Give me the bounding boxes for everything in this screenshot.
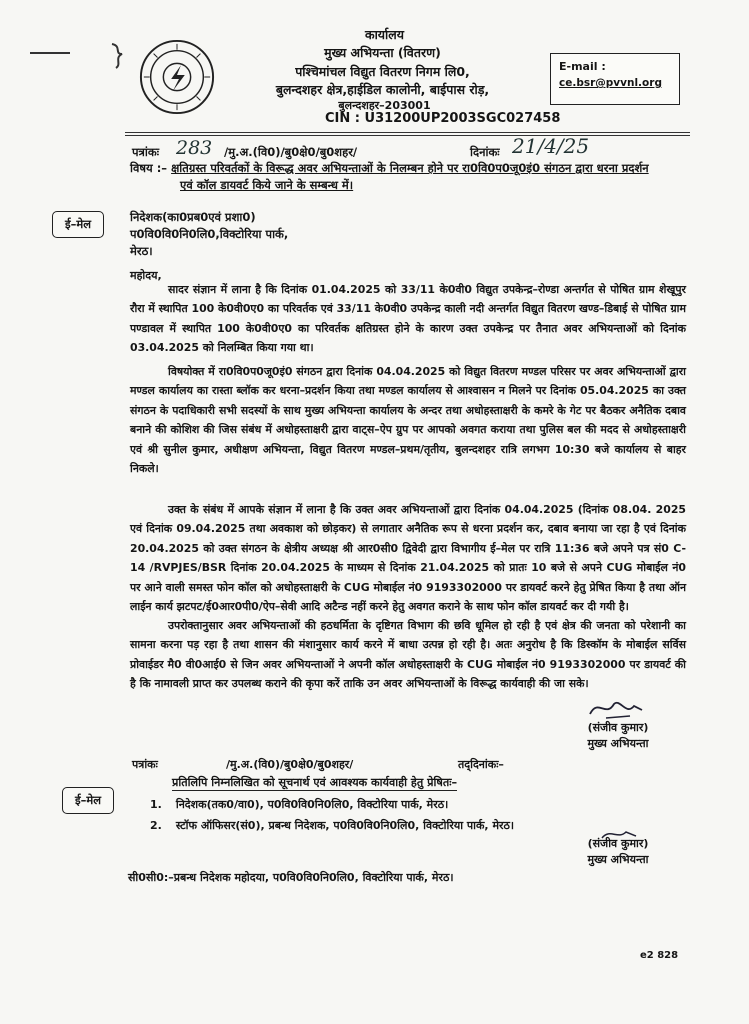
footer-code: e2 828 [640, 950, 679, 961]
header-rule-2 [125, 135, 690, 136]
ref-prefix: पत्रांकः [132, 145, 160, 159]
header-cin: CIN : U31200UP2003SGC027458 [325, 111, 561, 126]
ref-number-handwritten: 283 [176, 137, 213, 159]
paragraph-3: उक्त के संबंध में आपके संज्ञान में लाना है कि उक्त अवर अभियन्ताओं द्वारा दिनांक 04.04.2025 (दिनांक 08.04. 2025 एवं दिनांक 09.04.2025 तथा अवकाश को छोड़कर) से लगातार अनैतिक रूप से धरना प्रदर्शन कर, दबाव बनाया जा रहा है एवं दिनांक 20.04.2025 को उक्त संगठन के क्षेत्रीय अध्यक्ष श्री आर0सी0 द्विवेदी द्वारा विभागीय ई–मेल पर रात्रि 11:36 बजे अपने पत्र सं0 C-14 /RVPJES/BSR दिनांक 20.04.2025 के माध्यम से दिनांक 21.04.2025 को प्रातः 10 बजे से अपने CUG मोबाईल नं0 पर आने वाली समस्त फोन कॉल को अधोहस्ताक्षरी के CUG मोबाईल नं0 9193302000 पर डायवर्ट करने हेतु प्रेषित किया है तथा ऑन लाईन कार्य झटपट/ई0आर0पी0/ऐप–सेवी आदि अटैन्ड नहीं करने हेतु अवगत कराने के साथ फोन कॉल डायवर्ट कर दी गयी है। [130, 503, 686, 614]
paragraph-1: सादर संज्ञान में लाना है कि दिनांक 01.04.2025 को 33/11 के0वी0 विद्युत उपकेन्द्र–रोण्डा अन्तर्गत से पोषित ग्राम शेखूपुर रौरा में स्थापित 100 के0वी0ए0 का परिवर्तक एवं 33/11 के0वी0 उपकेन्द्र काली नदी अन्तर्गत विद्युत वितरण खण्ड–डिबाई से पोषित ग्राम पण्डावल में स्थापित 100 के0वी0ए0 का परिवर्तक क्षतिग्रस्त होने के कारण उक्त उपकेन्द्र पर तैनात अवर अभियन्ताओं को दिनांक 03.04.2025 को निलम्बित किया गया था। [130, 283, 686, 355]
header-address2: बुलन्दशहर–203001 [338, 99, 431, 112]
subject [130, 160, 690, 194]
header-rule-1 [125, 132, 690, 133]
signature-scribble-1 [586, 696, 646, 722]
signature-block-1 [568, 720, 668, 752]
copy-ref-prefix: पत्रांकः [132, 758, 158, 771]
subject-line1: क्षतिग्रस्त परिवर्तकों के विरूद्ध अवर अभियन्ताओं के निलम्बन होने पर रा0वि0प0जू0इं0 संगठन द्वारा धरना प्रदर्शन [171, 161, 649, 175]
header-office: कार्यालय [364, 27, 405, 42]
signature-block-2 [568, 836, 668, 868]
signature2-title: मुख्य अभियन्ता [587, 853, 649, 866]
recipient-address [130, 209, 288, 260]
email-tag-copy: ई–मेल [62, 787, 114, 814]
copy-ref-path: /मु.अ.(वि0)/बु0क्षे0/बु0शहर/ [226, 758, 354, 771]
email-tag-recipient: ई–मेल [52, 211, 104, 238]
recipient-line3: मेरठ। [130, 244, 153, 258]
cc-line: सी0सी0:–प्रबन्ध निदेशक महोदया, प0वि0वि0नि0लि0, विक्टोरिया पार्क, मेरठ। [128, 871, 454, 884]
signature2-name: (संजीव कुमार) [587, 837, 649, 850]
subject-label: विषय :– [130, 161, 168, 175]
subject-line2: एवं कॉल डायवर्ट किये जाने के सम्बन्ध में। [180, 178, 354, 192]
copy-ref-date-label: तद्‌दिनांकः– [458, 758, 504, 771]
copy-list-item: 2. स्टॉफ ऑफिसर(सं0), प्रबन्ध निदेशक, प0वि0वि0नि0लि0, विक्टोरिया पार्क, मेरठ। [150, 819, 515, 832]
header-address1: बुलन्दशहर क्षेत्र,हाईडिल कालोनी, बाईपास रोड़, [275, 82, 490, 97]
ref-path: /मु.अ.(वि0)/बु0क्षे0/बु0शहर/ [224, 145, 358, 159]
ref-date-handwritten: 21/4/25 [512, 134, 590, 158]
copy-list-item: 1. निदेशक(तक0/वा0), प0वि0वि0नि0लि0, विक्टोरिया पार्क, मेरठ। [150, 798, 449, 811]
header-designation: मुख्य अभियन्ता (वितरण) [324, 45, 441, 60]
salutation: महोदय, [130, 269, 162, 282]
copy-intro: प्रतिलिपि निम्नलिखित को सूचनार्थ एवं आवश्यक कार्यवाही हेतु प्रेषितः– [172, 776, 458, 789]
email-box [550, 53, 680, 105]
signature1-name: (संजीव कुमार) [587, 721, 649, 734]
paragraph-2: विषयोक्त में रा0वि0प0जू0इं0 संगठन द्वारा दिनांक 04.04.2025 को विद्युत वितरण मण्डल परिसर पर अवर अभियन्ताओं द्वारा मण्डल कार्यालय का रास्ता ब्लॉक कर धरना–प्रदर्शन किया तथा मण्डल कार्यालय से आश्वासन न मिलने पर दिनांक 05.04.2025 का उक्त संगठन के पदाधिकारी सभी सदस्यों के साथ मुख्य अभियन्ता कार्यालय के अन्दर तथा अधोहस्ताक्षरी के कमरे के गेट पर बैठकर अनैतिक दबाव बनाने की कोशिश की जिस संबंध में अधोहस्ताक्षरी द्वारा वाट्स–ऐप ग्रुप पर आपको अवगत कराया तथा पुलिस बल की मदद से अधोहस्ताक्षरी एवं श्री सुनील कुमार, अधीक्षण अभियन्ता, विद्युत वितरण मण्डल–प्रथम/तृतीय, बुलन्दशहर रात्रि लगभग 10:30 बजे कार्यालय से बाहर निकले। [130, 365, 686, 476]
signature1-title: मुख्य अभियन्ता [587, 737, 649, 750]
email-address: ce.bsr@pvvnl.org [559, 77, 662, 89]
copy-list [130, 794, 514, 836]
ref-date-label: दिनांकः [470, 145, 500, 159]
recipient-line1: निदेशक(का0प्रब0एवं प्रशा0) [130, 210, 256, 224]
email-label: E-mail : [559, 60, 606, 73]
header-company: पश्चिमांचल विद्युत वितरण निगम लि0, [295, 64, 470, 79]
paragraph-4: उपरोक्तानुसार अवर अभियन्ताओं की हठधर्मिता के दृष्टिगत विभाग की छवि धूमिल हो रही है एवं क्षेत्र की जनता को परेशानी का सामना करना पड़ रहा है तथा शासन की मंशानुसार कार्य करने में बाधा उत्पन्न हो रही है। अतः अनुरोध है कि डिस्कॉम के मोबाईल सर्विस प्रोवाईडर मै0 वी0आई0 से जिन अवर अभियन्ताओं ने अपनी कॉल अधोहस्ताक्षरी के CUG मोबाईल नं0 9193302000 पर डायवर्ट की है कि नामावली प्राप्त कर उपलब्ध कराने की कृपा करें ताकि उन अवर अभियन्ताओं के विरूद्ध कार्यवाही की जा सके। [130, 619, 686, 691]
recipient-line2: प0वि0वि0नि0लि0,विक्टोरिया पार्क, [130, 227, 289, 241]
